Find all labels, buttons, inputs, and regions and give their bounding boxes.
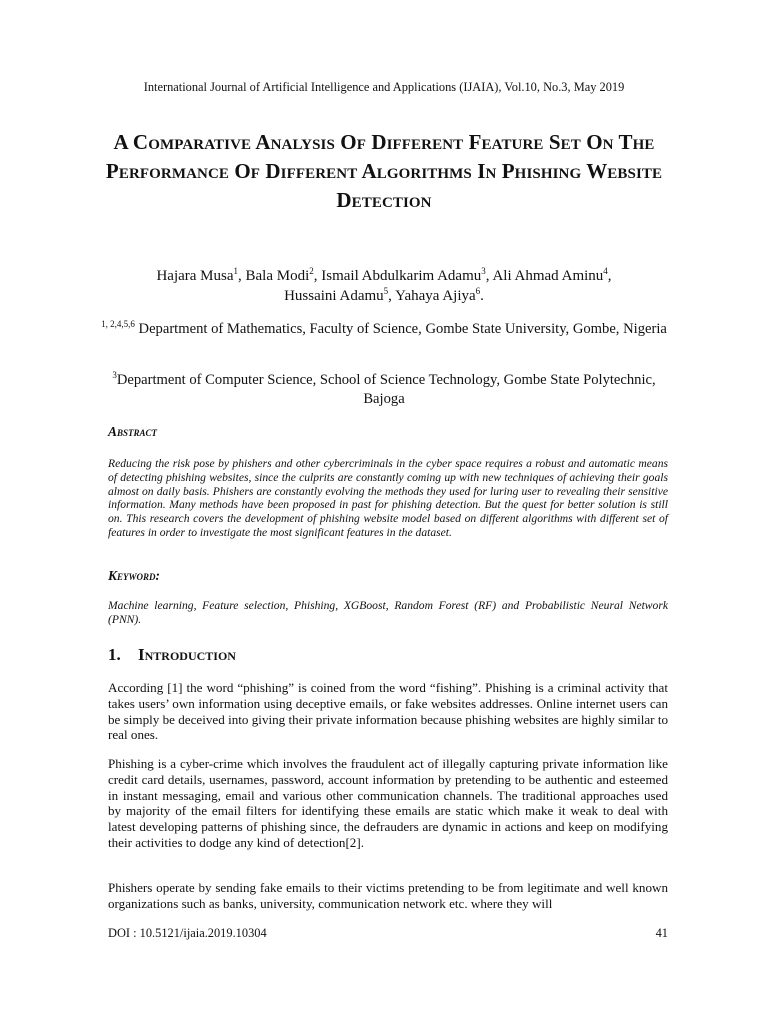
abstract-heading: Abstract: [108, 424, 158, 439]
author-sup: 2: [309, 266, 314, 276]
affiliation-text: Department of Mathematics, Faculty of Science, Gombe State University, Gombe, Nigeria: [138, 321, 667, 337]
journal-header: International Journal of Artificial Intelligence and Applications (IJAIA), Vol.10, No.3, May 2019: [143, 80, 625, 94]
paper-title: A Comparative Analysis Of Different Feature Set On The Performance Of Different Algorithms In Phishing Website Detection: [105, 130, 663, 212]
footer-doi: DOI : 10.5121/ijaia.2019.10304: [108, 926, 267, 940]
author-sup: 3: [481, 266, 486, 276]
author-sep: ,: [313, 268, 322, 284]
affiliation-sup: 3: [112, 370, 117, 381]
author-sep: .: [480, 288, 484, 304]
author-list: [80, 266, 688, 306]
section-title: Introduction: [138, 645, 236, 664]
author-name: Ali Ahmad Aminu: [492, 268, 604, 284]
intro-paragraph: Phishers operate by sending fake emails to their victims pretending to be from legitimate and well known organizations such as banks, university, communication network etc. where they will: [108, 880, 668, 911]
author-sep: ,: [238, 268, 246, 284]
affiliation-1: [100, 320, 668, 339]
intro-paragraph: According [1] the word “phishing” is coined from the word “fishing”. Phishing is a criminal activity that takes users’ own information using deceptive emails, or fake websites addresses. Online internet users can be simply be deceived into giving their private information because phishing websites are highly similar to real ones.: [108, 680, 668, 743]
author-name: Hussaini Adamu: [284, 288, 384, 304]
page-number: 41: [655, 926, 668, 940]
affiliation-sup: 1, 2,4,5,6: [101, 319, 135, 330]
affiliation-text: Department of Computer Science, School of Science Technology, Gombe State Polytechnic, Bajoga: [116, 372, 656, 407]
author-sep: ,: [388, 288, 396, 304]
intro-paragraph: Phishing is a cyber-crime which involves the fraudulent act of illegally capturing private information like credit card details, usernames, password, account information by pretending to be authentic and esteemed in instant messaging, email and various other communication channels. The traditional approaches used by majority of the email filters for identifying these emails are static which make it weak to deal with latest developing patterns of phishing since, the defrauders are dynamic in actions and keep on modifying their activities to dodge any kind of detection[2].: [108, 756, 668, 850]
author-sup: 1: [233, 266, 239, 276]
author-sup: 4: [603, 266, 608, 276]
abstract-text: Reducing the risk pose by phishers and other cybercriminals in the cyber space requires a robust and automatic means of detecting phishing websites, since the culprits are constantly coming up with new techniques of achieving their goals almost on daily basis. Phishers are constantly evolving the methods they used for luring user to revealing their sensitive information. Many methods have been proposed in past for phishing detection. But the quest for better solution is still on. This research covers the development of phishing website model based on different algorithms with different set of features in order to investigate the most significant features in the dataset.: [108, 457, 668, 539]
author-sup: 6: [475, 286, 481, 296]
author-name: Hajara Musa: [156, 268, 234, 284]
author-name: Bala Modi: [245, 268, 310, 284]
author-sup: 5: [383, 286, 389, 296]
author-name: Ismail Abdulkarim Adamu: [321, 268, 482, 284]
introduction-heading: [108, 645, 236, 665]
keyword-heading: Keyword:: [108, 568, 161, 583]
author-name: Yahaya Ajiya: [395, 288, 476, 304]
author-sep: ,: [485, 268, 493, 284]
section-number: 1.: [108, 645, 121, 664]
author-sep: ,: [607, 268, 612, 284]
affiliation-2: [100, 371, 668, 409]
keyword-text: Machine learning, Feature selection, Phishing, XGBoost, Random Forest (RF) and Probabilistic Neural Network (PNN).: [108, 599, 668, 626]
